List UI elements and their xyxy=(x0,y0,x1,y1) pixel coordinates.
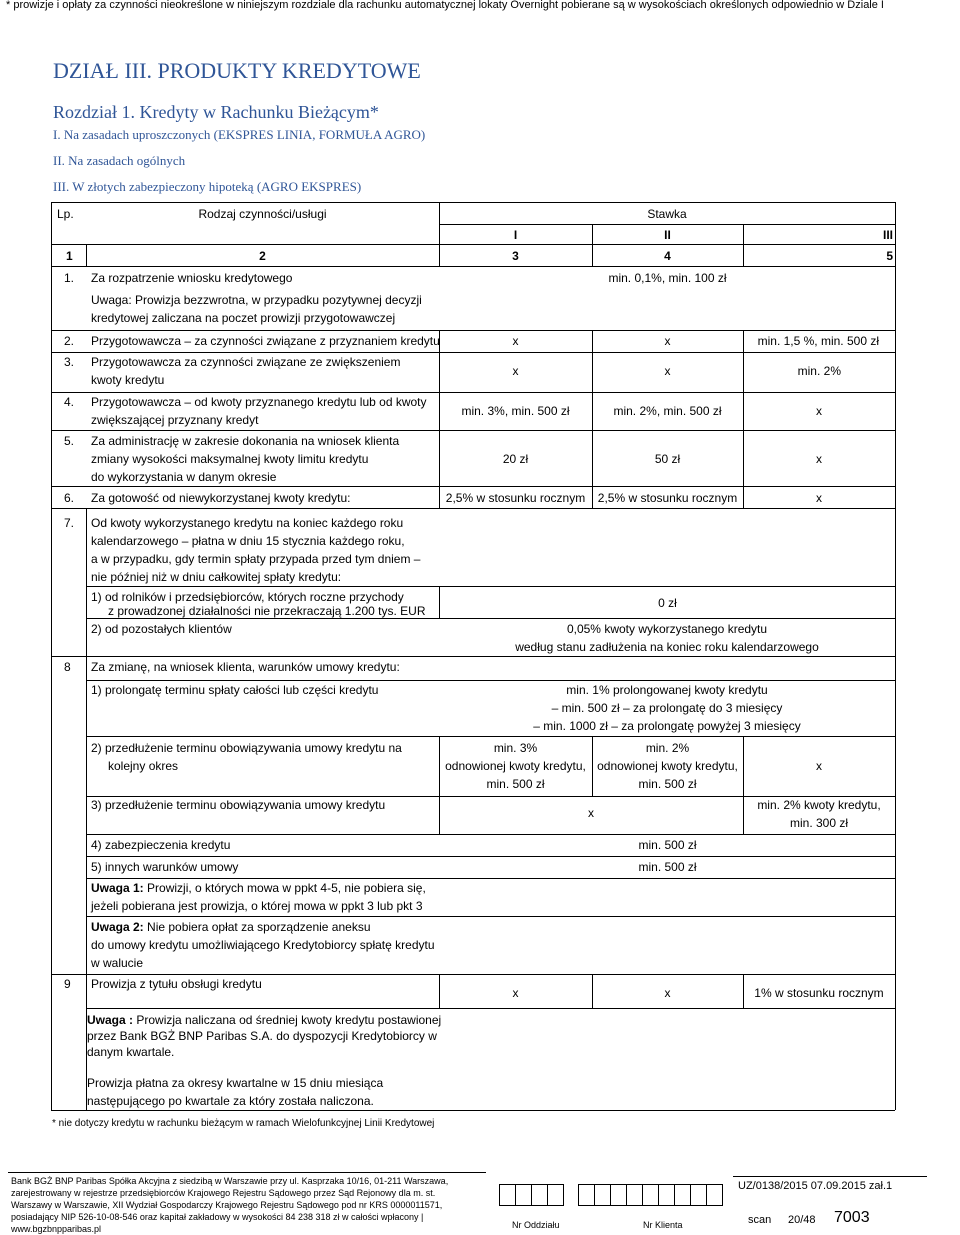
row-4-desc: Przygotowawcza – od kwoty przyznanego kredytu lub od kwoty xyxy=(91,395,427,409)
row-7-desc: kalendarzowego – płatna w dniu 15 stycznia każdego roku, xyxy=(91,534,405,548)
client-box[interactable] xyxy=(690,1184,707,1206)
row-9-note: danym kwartale. xyxy=(87,1045,175,1059)
row-8-note2: do umowy kredytu umożliwiającego Kredytobiorcy spłatę kredytu xyxy=(91,938,435,952)
row-8-s2-col-II: odnowionej kwoty kredytu, xyxy=(597,759,738,773)
client-box[interactable] xyxy=(626,1184,643,1206)
row-9-col-III: 1% w stosunku rocznym xyxy=(754,986,884,1000)
row-8-s1-value: – min. 500 zł – za prolongatę do 3 miesięcy xyxy=(551,701,783,715)
client-box[interactable] xyxy=(658,1184,675,1206)
row-7-desc: nie później niż w dniu całkowitej spłaty kredytu: xyxy=(91,570,342,584)
branch-box[interactable] xyxy=(547,1184,564,1206)
row-8-s3-col-III: min. 2% kwoty kredytu, xyxy=(757,798,881,812)
scan-label: scan xyxy=(748,1214,772,1226)
row-6-col-III: x xyxy=(816,491,822,505)
row-5-lp: 5. xyxy=(64,434,75,448)
row-1-desc: Za rozpatrzenie wniosku kredytowego xyxy=(91,271,293,285)
row-4-desc: zwiększającej przyznany kredyt xyxy=(91,413,259,427)
row-8-note1: jeżeli pobierana jest prowizja, o której mowa w ppkt 3 lub pkt 3 xyxy=(91,899,423,913)
row-8-s4-value: min. 500 zł xyxy=(638,838,697,852)
subsection-2: II. Na zasadach ogólnych xyxy=(53,153,186,168)
row-3-lp: 3. xyxy=(64,355,75,369)
row-8-note2: w walucie xyxy=(91,956,144,970)
row-9-note2: Prowizja płatna za okresy kwartalne w 15 dniu miesiąca xyxy=(87,1076,384,1090)
row-8-s2: 2) przedłużenie terminu obowiązywania umowy kredytu na xyxy=(91,741,402,755)
row-7-sub2: 2) od pozostałych klientów xyxy=(91,622,232,636)
row-3-desc: kwoty kredytu xyxy=(91,373,165,387)
row-5-desc: zmiany wysokości maksymalnej kwoty limitu kredytu xyxy=(91,452,369,466)
row-7-desc: a w przypadku, gdy termin spłaty przypada przed tym dniem – xyxy=(91,552,421,566)
header-lp: Lp. xyxy=(57,207,74,221)
chapter-title: Rozdział 1. Kredyty w Rachunku Bieżącym* xyxy=(53,102,379,122)
header-rate: Stawka xyxy=(647,207,687,221)
row-9-note2: następującego po kwartale za który została naliczona. xyxy=(87,1094,374,1108)
row-2-col-III: min. 1,5 %, min. 500 zł xyxy=(757,334,879,348)
row-5-desc: do wykorzystania w danym okresie xyxy=(91,470,277,484)
row-8-s2-col-I: min. 3% xyxy=(493,741,538,755)
row-8-s5: 5) innych warunków umowy xyxy=(91,860,239,874)
row-9-desc: Prowizja z tytułu obsługi kredytu xyxy=(91,977,262,991)
row-8-s1-value: min. 1% prolongowanej kwoty kredytu xyxy=(566,683,768,697)
col-number: 4 xyxy=(664,249,671,263)
col-number: 3 xyxy=(512,249,519,263)
row-1-value: min. 0,1%, min. 100 zł xyxy=(608,271,727,285)
client-box[interactable] xyxy=(578,1184,595,1206)
row-8-note2: Uwaga 2: Nie pobiera opłat za sporządzenie aneksu xyxy=(91,920,371,934)
row-7-sub2-value: według stanu zadłużenia na koniec roku kalendarzowego xyxy=(515,640,819,654)
row-8-s1-value: – min. 1000 zł – za prolongatę powyżej 3 miesięcy xyxy=(533,719,801,733)
client-box[interactable] xyxy=(642,1184,659,1206)
row-4-col-II: min. 2%, min. 500 zł xyxy=(613,404,722,418)
branch-label: Nr Oddziału xyxy=(512,1220,560,1230)
row-5-col-III: x xyxy=(816,452,822,466)
row-9-note: przez Bank BGŻ BNP Paribas S.A. do dyspozycji Kredytobiorcy w xyxy=(87,1029,437,1043)
page-number: 20/48 xyxy=(788,1214,816,1226)
row-6-lp: 6. xyxy=(64,491,75,505)
client-box[interactable] xyxy=(674,1184,691,1206)
branch-box[interactable] xyxy=(531,1184,548,1206)
row-9-col-II: x xyxy=(664,986,671,1000)
col-number: 5 xyxy=(886,249,893,263)
client-box[interactable] xyxy=(594,1184,611,1206)
branch-box[interactable] xyxy=(515,1184,532,1206)
row-9-lp: 9 xyxy=(64,977,71,991)
row-5-desc: Za administrację w zakresie dokonania na wniosek klienta xyxy=(91,434,400,448)
row-8-s2: kolejny okres xyxy=(108,759,179,773)
header-col-III: III xyxy=(882,228,893,242)
doc-code: 7003 xyxy=(834,1209,870,1226)
row-8-lp: 8 xyxy=(64,660,71,674)
row-3-desc: Przygotowawcza za czynności związane ze zwiększeniem xyxy=(91,355,401,369)
row-8-s3-mid: x xyxy=(588,806,594,820)
row-1-lp: 1. xyxy=(64,271,75,285)
subsection-3: III. W złotych zabezpieczony hipoteką (AGRO EKSPRES) xyxy=(53,179,362,194)
row-6-col-II: 2,5% w stosunku rocznym xyxy=(597,491,738,505)
row-2-desc: Przygotowawcza – za czynności związane z przyznaniem kredytu xyxy=(91,334,440,348)
row-9-col-I: x xyxy=(512,986,519,1000)
row-8-s2-col-I: min. 500 zł xyxy=(486,777,545,791)
row-6-col-I: 2,5% w stosunku rocznym xyxy=(445,491,586,505)
row-6-desc: Za gotowość od niewykorzystanej kwoty kredytu: xyxy=(91,491,351,505)
row-8-s2-col-III: x xyxy=(816,759,822,773)
row-3-col-III: min. 2% xyxy=(797,364,841,378)
branch-box[interactable] xyxy=(499,1184,516,1206)
client-box[interactable] xyxy=(706,1184,723,1206)
row-8-note1: Uwaga 1: Prowizji, o których mowa w ppkt 4-5, nie pobiera się, xyxy=(91,881,426,895)
top-note: * prowizje i opłaty za czynności nieokreślone w niniejszym rozdziale dla rachunku automatycznej lokaty Overnight pobierane są w wysokościach określonych odpowiednio w Dziale I xyxy=(6,0,884,11)
header-desc: Rodzaj czynności/usługi xyxy=(198,207,327,221)
row-8-s2-col-I: odnowionej kwoty kredytu, xyxy=(445,759,586,773)
header-col-I: I xyxy=(513,228,518,242)
bank-info: Warszawy w Warszawie, XII Wydział Gospodarczy Krajowego Rejestru Sądowego pod nr KRS 0000011571, xyxy=(11,1200,443,1210)
bank-website: www.bgzbnpparibas.pl xyxy=(11,1224,102,1234)
row-9-note: Uwaga : Prowizja naliczana od średniej kwoty kredytu postawionej xyxy=(87,1013,442,1027)
row-7-sub1-value: 0 zł xyxy=(658,596,677,610)
col-number: 1 xyxy=(66,249,73,263)
row-7-sub1: z prowadzonej działalności nie przekraczają 1.200 tys. EUR xyxy=(108,604,426,618)
row-8-s2-col-II: min. 2% xyxy=(645,741,690,755)
bank-info: posiadający NIP 526-10-08-546 oraz kapitał zakładowy w wysokości 84 238 318 zł w całości wpłacony | xyxy=(11,1212,424,1222)
client-box[interactable] xyxy=(610,1184,627,1206)
col-number: 2 xyxy=(259,249,266,263)
row-7-sub1: 1) od rolników i przedsiębiorców, których roczne przychody xyxy=(91,590,404,604)
subsection-1: I. Na zasadach uproszczonych (EKSPRES LINIA, FORMUŁA AGRO) xyxy=(53,127,426,142)
row-4-lp: 4. xyxy=(64,395,75,409)
bank-info: Bank BGŻ BNP Paribas Spółka Akcyjna z siedzibą w Warszawie przy ul. Kasprzaka 10/16, 01-211 Warszawa, xyxy=(11,1176,449,1186)
footnote: * nie dotyczy kredytu w rachunku bieżącym w ramach Wielofunkcyjnej Linii Kredytowej xyxy=(52,1118,435,1129)
row-8-s1: 1) prolongatę terminu spłaty całości lub części kredytu xyxy=(91,683,379,697)
row-8-desc: Za zmianę, na wniosek klienta, warunków umowy kredytu: xyxy=(91,660,400,674)
client-label: Nr Klienta xyxy=(643,1220,683,1230)
row-2-lp: 2. xyxy=(64,334,75,348)
row-8-s4: 4) zabezpieczenia kredytu xyxy=(91,838,231,852)
header-col-II: II xyxy=(664,228,671,242)
row-2-col-I: x xyxy=(512,334,519,348)
section-title: DZIAŁ III. PRODUKTY KREDYTOWE xyxy=(53,58,421,83)
row-8-s5-value: min. 500 zł xyxy=(638,860,697,874)
row-5-col-I: 20 zł xyxy=(502,452,529,466)
row-3-col-I: x xyxy=(512,364,519,378)
row-5-col-II: 50 zł xyxy=(654,452,681,466)
doc-reference: UZ/0138/2015 07.09.2015 zał.1 xyxy=(738,1180,893,1192)
row-7-lp: 7. xyxy=(64,516,75,530)
row-1-note: kredytowej zaliczana na poczet prowizji przygotowawczej xyxy=(91,311,396,325)
row-2-col-II: x xyxy=(664,334,671,348)
row-8-s3-col-III: min. 300 zł xyxy=(789,816,849,830)
row-1-note: Uwaga: Prowizja bezzwrotna, w przypadku pozytywnej decyzji xyxy=(91,293,422,307)
bank-info: zarejestrowany w rejestrze przedsiębiorców Krajowego Rejestru Sądowego przez Sąd Rejonowy dla m. st. xyxy=(11,1188,436,1198)
row-7-sub2-value: 0,05% kwoty wykorzystanego kredytu xyxy=(566,622,768,636)
row-4-col-III: x xyxy=(816,404,822,418)
row-3-col-II: x xyxy=(664,364,671,378)
row-8-s3: 3) przedłużenie terminu obowiązywania umowy kredytu xyxy=(91,798,386,812)
row-8-s2-col-II: min. 500 zł xyxy=(638,777,697,791)
row-4-col-I: min. 3%, min. 500 zł xyxy=(461,404,570,418)
row-7-desc: Od kwoty wykorzystanego kredytu na koniec każdego roku xyxy=(91,516,404,530)
